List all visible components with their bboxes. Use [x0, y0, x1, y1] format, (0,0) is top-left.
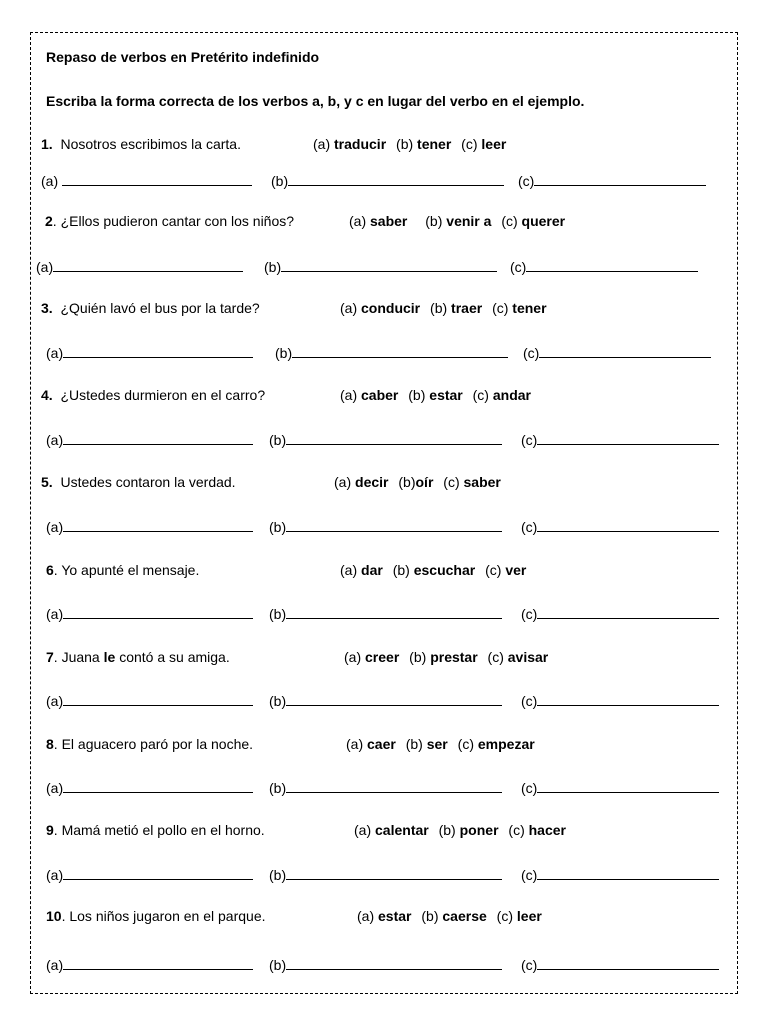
question-sentence: ¿Quién lavó el bus por la tarde?	[60, 300, 260, 316]
answer-blank-a[interactable]	[63, 865, 253, 880]
verb-option-b: oír	[415, 474, 434, 490]
answer-blank-a[interactable]	[63, 778, 253, 793]
answer-label-b: (b)	[269, 693, 287, 709]
verb-options: (a) caer (b) ser (c) empezar	[346, 736, 535, 752]
answer-blank-c[interactable]	[537, 778, 719, 793]
answer-blank-a[interactable]	[63, 691, 253, 706]
verb-options: (a) dar (b) escuchar (c) ver	[340, 562, 527, 578]
verb-option-c: avisar	[507, 649, 549, 665]
question-number: 7	[46, 649, 54, 665]
question-number: 2	[45, 213, 53, 229]
answer-label-b: (b)	[264, 259, 282, 275]
verb-option-b: traer	[451, 300, 483, 316]
question-number: 3.	[41, 300, 53, 316]
question-3	[41, 299, 547, 317]
verb-options: (a) saber (b) venir a (c) querer	[349, 213, 566, 229]
verb-option-c: saber	[463, 474, 501, 490]
question-number: 4.	[41, 387, 53, 403]
answer-label-c: (c)	[521, 780, 538, 796]
question-9	[46, 821, 566, 839]
verb-option-b: tener	[417, 136, 452, 152]
verb-option-a: traducir	[334, 136, 387, 152]
answer-blank-c[interactable]	[537, 691, 719, 706]
question-6	[46, 561, 527, 579]
question-sentence: . ¿Ellos pudieron cantar con los niños?	[52, 213, 295, 229]
answer-blank-c[interactable]	[526, 257, 698, 272]
question-number: 8	[46, 736, 54, 752]
answer-label-c: (c)	[521, 867, 538, 883]
answer-blank-a[interactable]	[63, 604, 253, 619]
verb-options: (a) calentar (b) poner (c) hacer	[354, 822, 566, 838]
verb-options: (a) decir (b)oír (c) saber	[334, 474, 501, 490]
verb-options: (a) creer (b) prestar (c) avisar	[344, 649, 549, 665]
answer-blank-a[interactable]	[63, 517, 253, 532]
answer-blank-a[interactable]	[63, 955, 253, 970]
verb-option-c: empezar	[477, 736, 535, 752]
answer-blank-b[interactable]	[286, 778, 502, 793]
answer-label-b: (b)	[269, 606, 287, 622]
question-number: 10	[46, 908, 62, 924]
verb-option-a: conducir	[361, 300, 421, 316]
question-number: 6	[46, 562, 54, 578]
verb-option-b: prestar	[430, 649, 478, 665]
answer-blank-c[interactable]	[537, 955, 719, 970]
verb-options: (a) conducir (b) traer (c) tener	[340, 300, 547, 316]
question-8	[46, 735, 535, 753]
answer-label-b: (b)	[269, 519, 287, 535]
verb-option-c: querer	[521, 213, 566, 229]
answer-label-a: (a)	[46, 867, 64, 883]
question-sentence-start: . Juana	[53, 649, 104, 665]
verb-option-b: ser	[426, 736, 448, 752]
answer-label-a: (a)	[46, 780, 64, 796]
answer-blank-c[interactable]	[537, 517, 719, 532]
question-5	[41, 473, 501, 491]
answer-label-a: (a)	[46, 432, 64, 448]
answer-label-a: (a)	[46, 606, 64, 622]
question-number: 1.	[41, 136, 53, 152]
verb-option-a: decir	[355, 474, 389, 490]
verb-option-c: hacer	[528, 822, 566, 838]
verb-option-c: ver	[505, 562, 527, 578]
answer-label-c: (c)	[523, 345, 540, 361]
answer-blank-b[interactable]	[286, 955, 502, 970]
answer-blank-b[interactable]	[286, 865, 502, 880]
answer-label-c: (c)	[521, 693, 538, 709]
answer-blank-c[interactable]	[537, 430, 719, 445]
answer-blank-c[interactable]	[539, 343, 711, 358]
verb-option-b: caerse	[442, 908, 487, 924]
verb-option-c: leer	[516, 908, 542, 924]
answer-label-c: (c)	[521, 957, 538, 973]
answer-blank-a[interactable]	[62, 171, 252, 186]
answer-blank-b[interactable]	[286, 604, 502, 619]
answer-label-b: (b)	[275, 345, 293, 361]
question-7	[46, 648, 549, 666]
verb-option-a: caer	[367, 736, 396, 752]
answer-label-a: (a)	[46, 693, 64, 709]
question-sentence: . Mamá metió el pollo en el horno.	[53, 822, 265, 838]
verb-option-b: poner	[459, 822, 499, 838]
verb-option-a: dar	[361, 562, 383, 578]
answer-label-c: (c)	[521, 432, 538, 448]
question-sentence: Ustedes contaron la verdad.	[60, 474, 236, 490]
question-sentence-end: contó a su amiga.	[115, 649, 230, 665]
answer-label-b: (b)	[269, 957, 287, 973]
verb-option-a: estar	[378, 908, 412, 924]
answer-label-b: (b)	[271, 173, 289, 189]
answer-label-c: (c)	[521, 519, 538, 535]
answer-blank-a[interactable]	[53, 257, 243, 272]
answer-label-b: (b)	[269, 780, 287, 796]
answer-label-a: (a)	[46, 957, 64, 973]
verb-option-b: escuchar	[413, 562, 476, 578]
verb-option-a: calentar	[375, 822, 429, 838]
question-1	[41, 135, 507, 153]
verb-options: (a) traducir (b) tener (c) leer	[313, 136, 507, 152]
answer-label-c: (c)	[518, 173, 535, 189]
answer-label-b: (b)	[269, 867, 287, 883]
answer-blank-a[interactable]	[63, 343, 253, 358]
question-sentence-bold: le	[103, 649, 116, 665]
verb-option-a: creer	[365, 649, 400, 665]
verb-option-b: estar	[429, 387, 463, 403]
verb-option-c: leer	[481, 136, 507, 152]
verb-option-c: tener	[512, 300, 547, 316]
answer-label-a: (a)	[46, 519, 64, 535]
question-2	[45, 212, 566, 230]
answer-label-a: (a)	[36, 259, 54, 275]
verb-option-c: andar	[492, 387, 531, 403]
question-sentence: Nosotros escribimos la carta.	[60, 136, 241, 152]
worksheet-title: Repaso de verbos en Pretérito indefinido	[46, 49, 320, 65]
answer-label-c: (c)	[521, 606, 538, 622]
answer-blank-c[interactable]	[537, 865, 719, 880]
question-sentence: . Los niños jugaron en el parque.	[61, 908, 266, 924]
question-sentence: . Yo apunté el mensaje.	[53, 562, 200, 578]
verb-option-a: saber	[370, 213, 408, 229]
verb-option-b: venir a	[446, 213, 492, 229]
question-sentence: ¿Ustedes durmieron en el carro?	[60, 387, 266, 403]
answer-label-b: (b)	[269, 432, 287, 448]
verb-options: (a) caber (b) estar (c) andar	[340, 387, 531, 403]
question-4	[41, 386, 531, 404]
answer-blank-c[interactable]	[534, 171, 706, 186]
answer-blank-b[interactable]	[288, 171, 504, 186]
worksheet-instruction: Escriba la forma correcta de los verbos a, b, y c en lugar del verbo en el ejemplo.	[46, 93, 585, 109]
question-sentence: . El aguacero paró por la noche.	[53, 736, 254, 752]
answer-label-a: (a)	[41, 173, 59, 189]
verb-options: (a) estar (b) caerse (c) leer	[357, 908, 542, 924]
answer-label-c: (c)	[510, 259, 527, 275]
question-number: 9	[46, 822, 54, 838]
answer-blank-c[interactable]	[537, 604, 719, 619]
answer-blank-b[interactable]	[286, 691, 502, 706]
answer-blank-a[interactable]	[63, 430, 253, 445]
question-number: 5.	[41, 474, 53, 490]
answer-label-a: (a)	[46, 345, 64, 361]
answer-blank-b[interactable]	[292, 343, 508, 358]
verb-option-a: caber	[361, 387, 399, 403]
question-10	[46, 907, 542, 925]
answer-blank-b[interactable]	[286, 430, 502, 445]
answer-blank-b[interactable]	[286, 517, 502, 532]
answer-blank-b[interactable]	[281, 257, 497, 272]
